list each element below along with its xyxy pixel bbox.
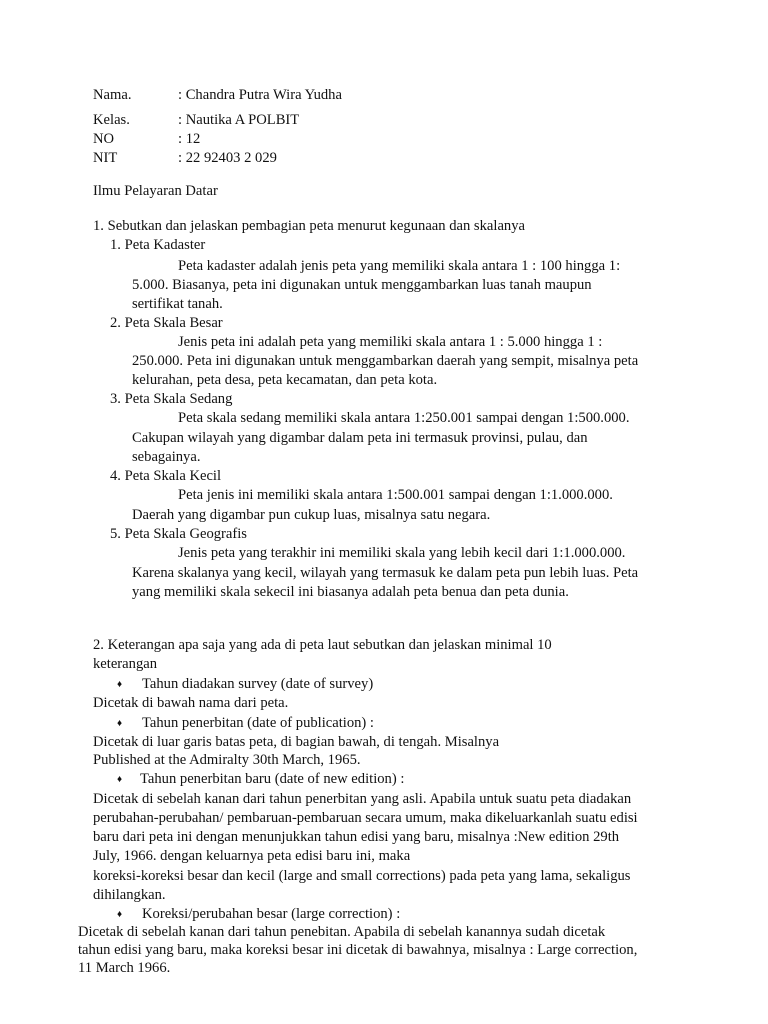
- q2-item-title: Tahun diadakan survey (date of survey): [142, 676, 374, 692]
- q2-item-line: Dicetak di luar garis batas peta, di bagian bawah, di tengah. Misalnya: [93, 734, 500, 750]
- q1-item-line: Karena skalanya yang kecil, wilayah yang termasuk ke dalam peta pun lebih luas. Peta: [132, 565, 639, 581]
- q2-item-title: Tahun penerbitan baru (date of new edition) :: [140, 771, 405, 787]
- q1-item-line: sertifikat tanah.: [132, 296, 223, 312]
- q1-item-line: Daerah yang digambar pun cukup luas, misalnya satu negara.: [132, 507, 491, 523]
- q1-item-line: kelurahan, peta desa, peta kecamatan, dan peta kota.: [132, 372, 438, 388]
- q2-item-line: Dicetak di sebelah kanan dari tahun penebitan. Apabila di sebelah kanannya sudah dicetak: [78, 924, 606, 940]
- q1-item-line: Peta jenis ini memiliki skala antara 1:500.001 sampai dengan 1:1.000.000.: [178, 487, 613, 503]
- no-value: : 12: [178, 131, 201, 147]
- q2-item-line: Published at the Admiralty 30th March, 1965.: [93, 752, 361, 768]
- q2-item-line: 11 March 1966.: [78, 960, 171, 976]
- q1-item-title: 3. Peta Skala Sedang: [110, 391, 233, 407]
- q2-item-line: baru dari peta ini dengan menunjukkan tahun edisi yang baru, misalnya :New edition 29th: [93, 829, 620, 845]
- q2-question-line: keterangan: [93, 656, 158, 672]
- q1-item-title: 2. Peta Skala Besar: [110, 315, 223, 331]
- q2-item-line: tahun edisi yang baru, maka koreksi besar ini dicetak di bawahnya, misalnya : Large correction,: [78, 942, 638, 958]
- q2-item-line: dihilangkan.: [93, 887, 166, 903]
- q1-item-line: Jenis peta yang terakhir ini memiliki skala yang lebih kecil dari 1:1.000.000.: [178, 545, 626, 561]
- q1-item-line: Cakupan wilayah yang digambar dalam peta ini termasuk provinsi, pulau, dan: [132, 430, 588, 446]
- q1-item-line: 250.000. Peta ini digunakan untuk menggambarkan daerah yang sempit, misalnya peta: [132, 353, 639, 369]
- q2-item-title: Tahun penerbitan (date of publication) :: [142, 715, 374, 731]
- nama-value: : Chandra Putra Wira Yudha: [178, 87, 342, 103]
- q2-item-line: Dicetak di bawah nama dari peta.: [93, 695, 289, 711]
- q1-item-title: 1. Peta Kadaster: [110, 237, 206, 253]
- nama-label: Nama.: [93, 87, 132, 103]
- no-label: NO: [93, 131, 115, 147]
- q1-item-line: 5.000. Biasanya, peta ini digunakan untuk menggambarkan luas tanah maupun: [132, 277, 592, 293]
- q1-question: 1. Sebutkan dan jelaskan pembagian peta menurut kegunaan dan skalanya: [93, 218, 525, 234]
- nit-label: NIT: [93, 150, 118, 166]
- q1-item-title: 5. Peta Skala Geografis: [110, 526, 247, 542]
- q1-item-line: yang memiliki skala sekecil ini biasanya adalah peta benua dan peta dunia.: [132, 584, 569, 600]
- bullet-diamond-icon: ♦: [117, 774, 123, 785]
- q2-item-line: perubahan-perubahan/ pembaruan-pembaruan secara umum, maka dikeluarkanlah suatu edisi: [93, 810, 638, 826]
- subject-title: Ilmu Pelayaran Datar: [93, 183, 218, 199]
- kelas-label: Kelas.: [93, 112, 130, 128]
- kelas-value: : Nautika A POLBIT: [178, 112, 300, 128]
- bullet-diamond-icon: ♦: [117, 909, 123, 920]
- q2-item-title: Koreksi/perubahan besar (large correction) :: [142, 906, 401, 922]
- q1-item-line: Peta kadaster adalah jenis peta yang memiliki skala antara 1 : 100 hingga 1:: [178, 258, 621, 274]
- bullet-diamond-icon: ♦: [117, 679, 123, 690]
- nit-value: : 22 92403 2 029: [178, 150, 277, 166]
- q2-item-line: Dicetak di sebelah kanan dari tahun penerbitan yang asli. Apabila untuk suatu peta diadakan: [93, 791, 632, 807]
- q2-item-line: koreksi-koreksi besar dan kecil (large and small corrections) pada peta yang lama, sekaligus: [93, 868, 631, 884]
- q1-item-line: Peta skala sedang memiliki skala antara 1:250.001 sampai dengan 1:500.000.: [178, 410, 630, 426]
- bullet-diamond-icon: ♦: [117, 718, 123, 729]
- q1-item-line: Jenis peta ini adalah peta yang memiliki skala antara 1 : 5.000 hingga 1 :: [178, 334, 603, 350]
- q2-item-line: July, 1966. dengan keluarnya peta edisi baru ini, maka: [93, 848, 411, 864]
- q2-question-line: 2. Keterangan apa saja yang ada di peta laut sebutkan dan jelaskan minimal 10: [93, 637, 552, 653]
- q1-item-line: sebagainya.: [132, 449, 201, 465]
- q1-item-title: 4. Peta Skala Kecil: [110, 468, 222, 484]
